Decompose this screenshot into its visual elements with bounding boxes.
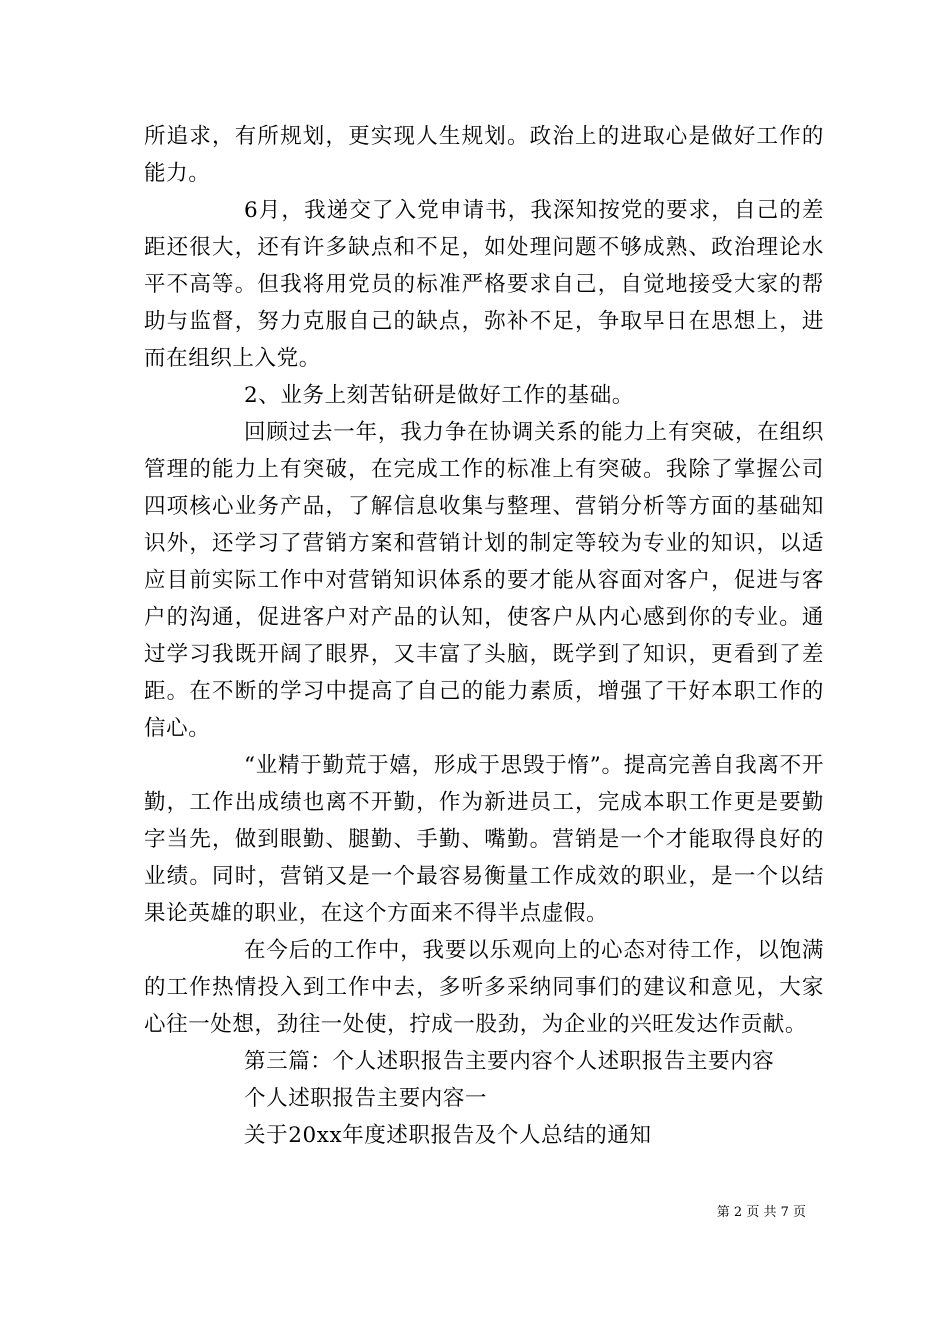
notice-title: 关于20xx年度述职报告及个人总结的通知 — [244, 1123, 652, 1148]
paragraph-4: 回顾过去一年，我力争在协调关系的能力上有突破，在组织管理的能力上有突破，在完成工作的标准上有突破。我除了掌握公司四项核心业务产品，了解信息收集与整理、营销分析等方面的基础知识外，还学习了营销方案和营销计划的制定等较为专业的知识，以适应目前实际工作中对营销知识体系的要才能从容面对客户，促进与客户的沟通，促进客户对产品的认知，使客户从内心感到你的专业。通过学习我既开阔了眼界，又丰富了头脑，既学到了知识，更看到了差距。在不断的学习中提高了自己的能力素质，增强了干好本职工作的信心。 — [144, 420, 824, 741]
paragraph-3: 2、业务上刻苦钻研是做好工作的基础。 — [244, 383, 634, 408]
paragraph-6: 在今后的工作中，我要以乐观向上的心态对待工作，以饱满的工作热情投入到工作中去，多听多采纳同事们的建议和意见，大家心往一处想，劲往一处使，拧成一股劲，为企业的兴旺发达作贡献。 — [144, 938, 824, 1037]
paragraph-2: 6月，我递交了入党申请书，我深知按党的要求，自己的差距还很大，还有许多缺点和不足，如处理问题不够成熟、政治理论水平不高等。但我将用党员的标准严格要求自己，自觉地接受大家的帮助与监督，努力克服自己的缺点，弥补不足，争取早日在思想上，进而在组织上入党。 — [144, 198, 824, 371]
subsection-heading: 个人述职报告主要内容一 — [244, 1086, 488, 1111]
paragraph-5: “业精于勤荒于嬉，形成于思毁于惰”。提高完善自我离不开勤，工作出成绩也离不开勤，作为新进员工，完成本职工作更是要勤字当先，做到眼勤、腿勤、手勤、嘴勤。营销是一个才能取得良好的业绩。同时，营销又是一个最容易衡量工作成效的职业，是一个以结果论英雄的职业，在这个方面来不得半点虚假。 — [144, 753, 824, 926]
page-number: 第 2 页 共 7 页 — [716, 1205, 806, 1220]
page-footer — [0, 1204, 806, 1222]
section-heading: 第三篇：个人述职报告主要内容个人述职报告主要内容 — [244, 1049, 775, 1074]
document-body — [144, 118, 824, 1154]
paragraph-1: 所追求，有所规划，更实现人生规划。政治上的进取心是做好工作的能力。 — [144, 124, 824, 186]
